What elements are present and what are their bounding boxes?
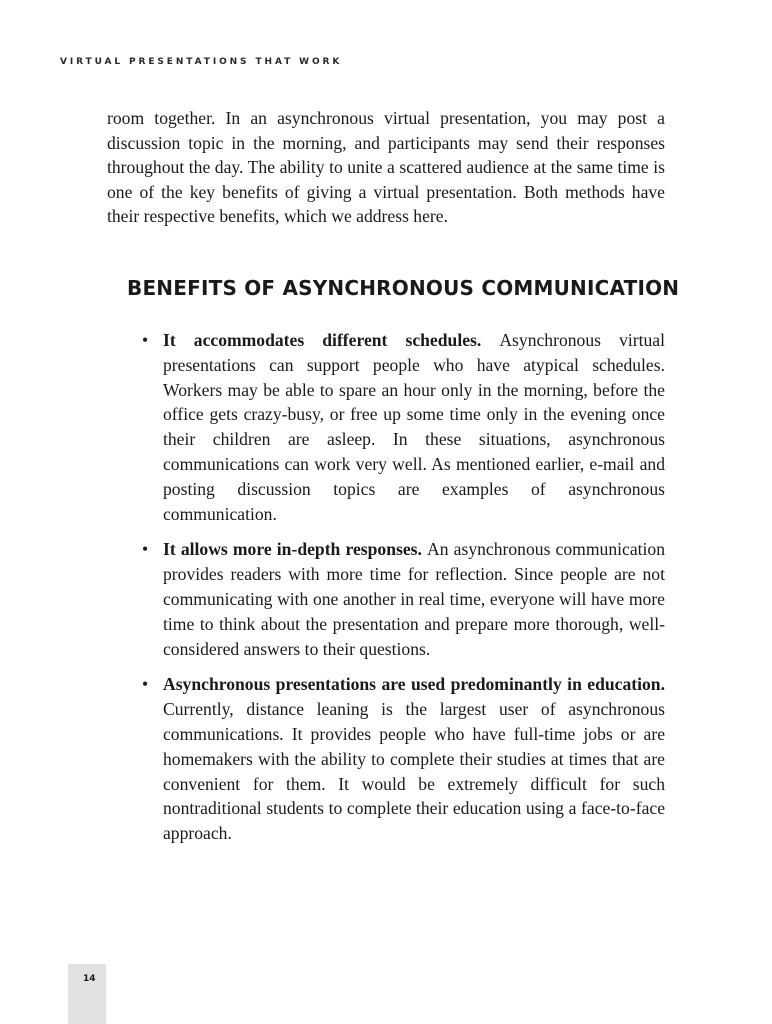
benefits-list — [142, 328, 665, 857]
page-number: 14 — [83, 974, 96, 984]
bullet-lead: Asynchronous presentations are used predominantly in education. — [163, 674, 665, 695]
page-number-tab — [68, 964, 106, 1024]
running-header: VIRTUAL PRESENTATIONS THAT WORK — [60, 57, 343, 67]
bullet-marker: • — [142, 330, 149, 350]
bullet-lead: It allows more in-depth responses. — [163, 539, 428, 560]
section-heading: BENEFITS OF ASYNCHRONOUS COMMUNICATION — [127, 276, 680, 300]
bullet-body: Asynchronous virtual presentations can support people who have atypical schedules. Workers may be able to spare an hour only in the morning, before the office gets crazy-busy, or free up some time only in the evening once their children are asleep. In these situations, asynchronous communications can work very well. As mentioned earlier, e-mail and posting discussion topics are examples of asynchronous communication. — [163, 330, 665, 524]
list-item — [142, 537, 665, 661]
bullet-body: An asynchronous communication provides readers with more time for reflection. Since people are not communicating with one another in real time, everyone will have more time to think about the presentation and prepare more thorough, well-considered answers to their questions. — [163, 539, 665, 659]
list-item — [142, 672, 665, 846]
intro-paragraph: room together. In an asynchronous virtual presentation, you may post a discussion topic in the morning, and participants may send their responses throughout the day. The ability to unite a scattered audience at the same time is one of the key benefits of giving a virtual presentation. Both methods have their respective benefits, which we address here. — [107, 108, 665, 226]
bullet-body: Currently, distance leaning is the largest user of asynchronous communications. It provides people who have full-time jobs or are homemakers with the ability to complete their studies at times that are convenient for them. It would be extremely difficult for such nontraditional students to complete their education using a face-to-face approach. — [163, 699, 665, 844]
list-item — [142, 328, 665, 526]
bullet-lead: It accommodates different schedules. — [163, 330, 500, 350]
bullet-marker: • — [142, 674, 149, 695]
bullet-marker: • — [142, 539, 149, 560]
